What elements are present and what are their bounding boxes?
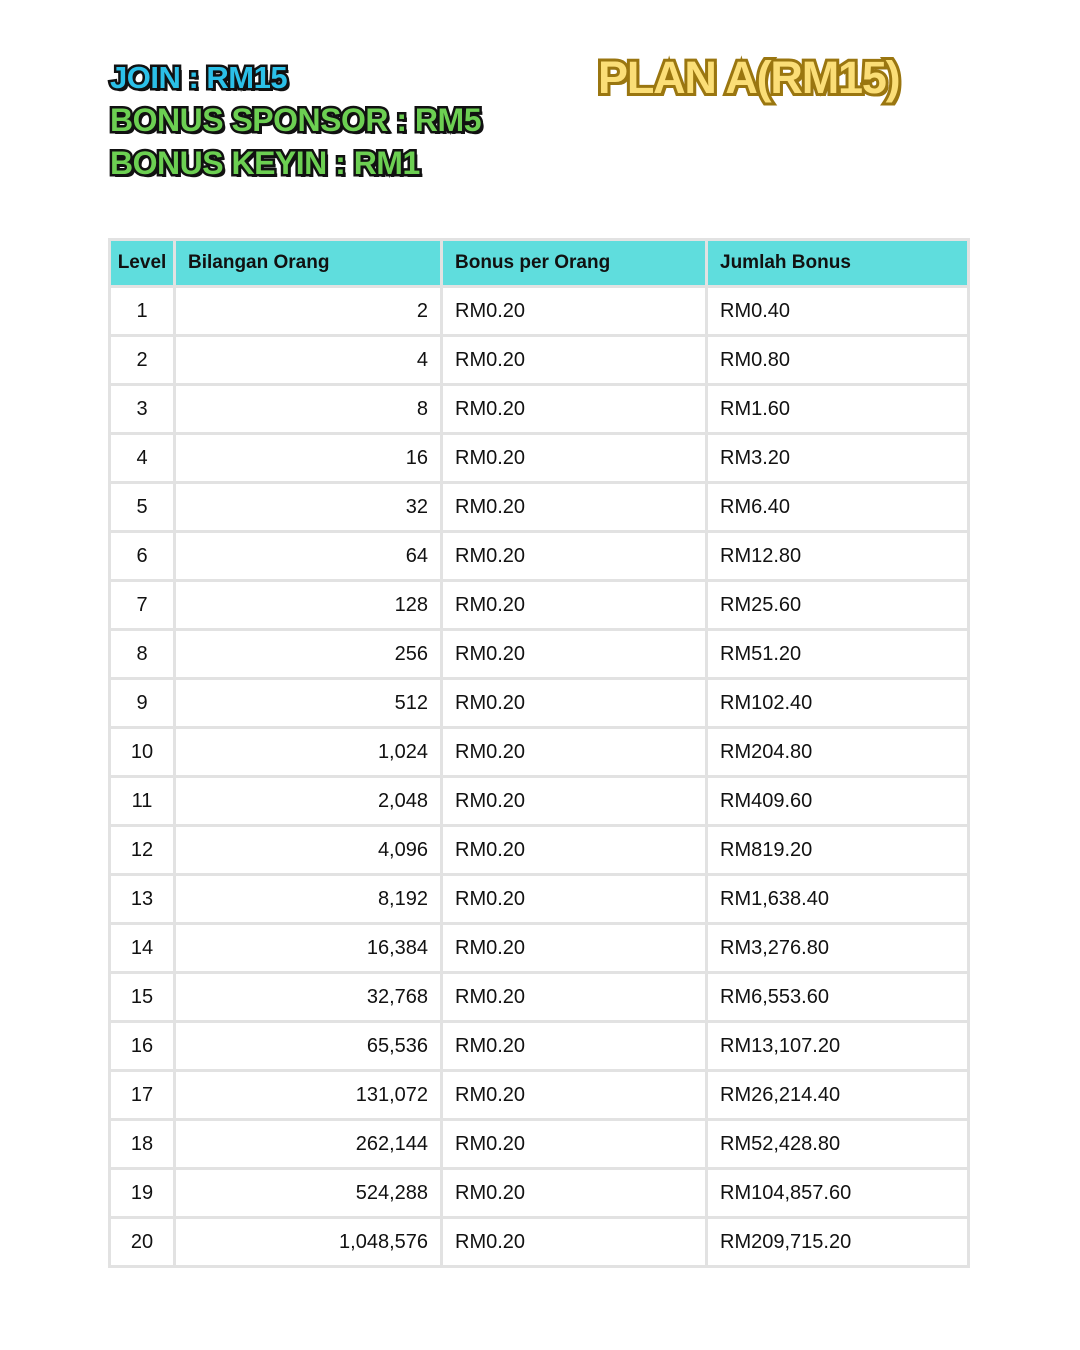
cell-jumlah-bonus: RM0.40	[708, 288, 970, 337]
cell-jumlah-bonus: RM51.20	[708, 631, 970, 680]
cell-jumlah-bonus: RM104,857.60	[708, 1170, 970, 1219]
cell-level: 4	[108, 435, 176, 484]
column-header-jumlah-bonus: Jumlah Bonus	[708, 238, 970, 288]
cell-bilangan-orang: 8	[176, 386, 443, 435]
cell-level: 19	[108, 1170, 176, 1219]
cell-bilangan-orang: 2	[176, 288, 443, 337]
table-row	[108, 631, 970, 680]
cell-bilangan-orang: 16,384	[176, 925, 443, 974]
table-row	[108, 827, 970, 876]
cell-bonus-per-orang: RM0.20	[443, 337, 708, 386]
cell-bilangan-orang: 512	[176, 680, 443, 729]
cell-level: 7	[108, 582, 176, 631]
cell-bilangan-orang: 4,096	[176, 827, 443, 876]
table-row	[108, 680, 970, 729]
cell-jumlah-bonus: RM12.80	[708, 533, 970, 582]
cell-bonus-per-orang: RM0.20	[443, 386, 708, 435]
cell-jumlah-bonus: RM26,214.40	[708, 1072, 970, 1121]
cell-bilangan-orang: 131,072	[176, 1072, 443, 1121]
column-header-level: Level	[108, 238, 176, 288]
cell-bonus-per-orang: RM0.20	[443, 631, 708, 680]
cell-level: 6	[108, 533, 176, 582]
poster-header	[0, 0, 1080, 232]
bonus-table-container	[108, 238, 970, 1268]
table-row	[108, 484, 970, 533]
cell-level: 12	[108, 827, 176, 876]
cell-bilangan-orang: 65,536	[176, 1023, 443, 1072]
table-row	[108, 729, 970, 778]
cell-level: 3	[108, 386, 176, 435]
table-row	[108, 1219, 970, 1268]
table-header	[108, 238, 970, 288]
cell-bonus-per-orang: RM0.20	[443, 827, 708, 876]
table-row	[108, 778, 970, 827]
cell-bilangan-orang: 4	[176, 337, 443, 386]
cell-bonus-per-orang: RM0.20	[443, 288, 708, 337]
cell-bilangan-orang: 1,024	[176, 729, 443, 778]
cell-level: 11	[108, 778, 176, 827]
plan-term-bonus-keyin: BONUS KEYIN : RM1	[110, 144, 420, 181]
cell-bonus-per-orang: RM0.20	[443, 974, 708, 1023]
cell-bilangan-orang: 16	[176, 435, 443, 484]
cell-bilangan-orang: 64	[176, 533, 443, 582]
cell-jumlah-bonus: RM409.60	[708, 778, 970, 827]
cell-bilangan-orang: 1,048,576	[176, 1219, 443, 1268]
cell-level: 5	[108, 484, 176, 533]
cell-level: 8	[108, 631, 176, 680]
table-row	[108, 1023, 970, 1072]
table-header-row	[108, 238, 970, 288]
cell-level: 14	[108, 925, 176, 974]
cell-bonus-per-orang: RM0.20	[443, 1219, 708, 1268]
cell-jumlah-bonus: RM204.80	[708, 729, 970, 778]
cell-jumlah-bonus: RM1,638.40	[708, 876, 970, 925]
table-row	[108, 1170, 970, 1219]
cell-level: 15	[108, 974, 176, 1023]
column-header-bilangan-orang: Bilangan Orang	[176, 238, 443, 288]
table-row	[108, 1121, 970, 1170]
table-body	[108, 288, 970, 1268]
cell-jumlah-bonus: RM3.20	[708, 435, 970, 484]
cell-jumlah-bonus: RM25.60	[708, 582, 970, 631]
table-row	[108, 582, 970, 631]
table-row	[108, 337, 970, 386]
cell-bilangan-orang: 8,192	[176, 876, 443, 925]
cell-level: 9	[108, 680, 176, 729]
table-row	[108, 435, 970, 484]
table-row	[108, 1072, 970, 1121]
bonus-breakdown-table	[108, 238, 970, 1268]
cell-bonus-per-orang: RM0.20	[443, 484, 708, 533]
table-row	[108, 386, 970, 435]
cell-level: 17	[108, 1072, 176, 1121]
cell-jumlah-bonus: RM102.40	[708, 680, 970, 729]
cell-jumlah-bonus: RM13,107.20	[708, 1023, 970, 1072]
cell-bonus-per-orang: RM0.20	[443, 680, 708, 729]
table-row	[108, 974, 970, 1023]
table-row	[108, 876, 970, 925]
cell-bilangan-orang: 262,144	[176, 1121, 443, 1170]
cell-bonus-per-orang: RM0.20	[443, 1072, 708, 1121]
cell-level: 16	[108, 1023, 176, 1072]
plan-term-bonus-sponsor: BONUS SPONSOR : RM5	[110, 101, 481, 138]
cell-bonus-per-orang: RM0.20	[443, 582, 708, 631]
cell-bonus-per-orang: RM0.20	[443, 435, 708, 484]
column-header-bonus-per-orang: Bonus per Orang	[443, 238, 708, 288]
cell-level: 13	[108, 876, 176, 925]
cell-level: 2	[108, 337, 176, 386]
cell-level: 1	[108, 288, 176, 337]
cell-bonus-per-orang: RM0.20	[443, 925, 708, 974]
plan-terms-list	[110, 62, 481, 181]
cell-bilangan-orang: 32,768	[176, 974, 443, 1023]
cell-jumlah-bonus: RM0.80	[708, 337, 970, 386]
cell-bilangan-orang: 2,048	[176, 778, 443, 827]
cell-bonus-per-orang: RM0.20	[443, 1170, 708, 1219]
cell-bilangan-orang: 32	[176, 484, 443, 533]
cell-jumlah-bonus: RM6,553.60	[708, 974, 970, 1023]
cell-bilangan-orang: 524,288	[176, 1170, 443, 1219]
cell-bonus-per-orang: RM0.20	[443, 876, 708, 925]
page-title: PLAN A(RM15)	[598, 52, 900, 103]
table-row	[108, 925, 970, 974]
cell-level: 20	[108, 1219, 176, 1268]
cell-bonus-per-orang: RM0.20	[443, 533, 708, 582]
cell-bonus-per-orang: RM0.20	[443, 778, 708, 827]
table-row	[108, 533, 970, 582]
cell-jumlah-bonus: RM209,715.20	[708, 1219, 970, 1268]
cell-level: 10	[108, 729, 176, 778]
plan-term-join: JOIN : RM15	[110, 60, 288, 95]
cell-bonus-per-orang: RM0.20	[443, 1023, 708, 1072]
cell-bilangan-orang: 256	[176, 631, 443, 680]
cell-jumlah-bonus: RM1.60	[708, 386, 970, 435]
cell-level: 18	[108, 1121, 176, 1170]
table-row	[108, 288, 970, 337]
cell-jumlah-bonus: RM52,428.80	[708, 1121, 970, 1170]
cell-bonus-per-orang: RM0.20	[443, 1121, 708, 1170]
cell-jumlah-bonus: RM3,276.80	[708, 925, 970, 974]
cell-jumlah-bonus: RM819.20	[708, 827, 970, 876]
cell-jumlah-bonus: RM6.40	[708, 484, 970, 533]
cell-bilangan-orang: 128	[176, 582, 443, 631]
cell-bonus-per-orang: RM0.20	[443, 729, 708, 778]
